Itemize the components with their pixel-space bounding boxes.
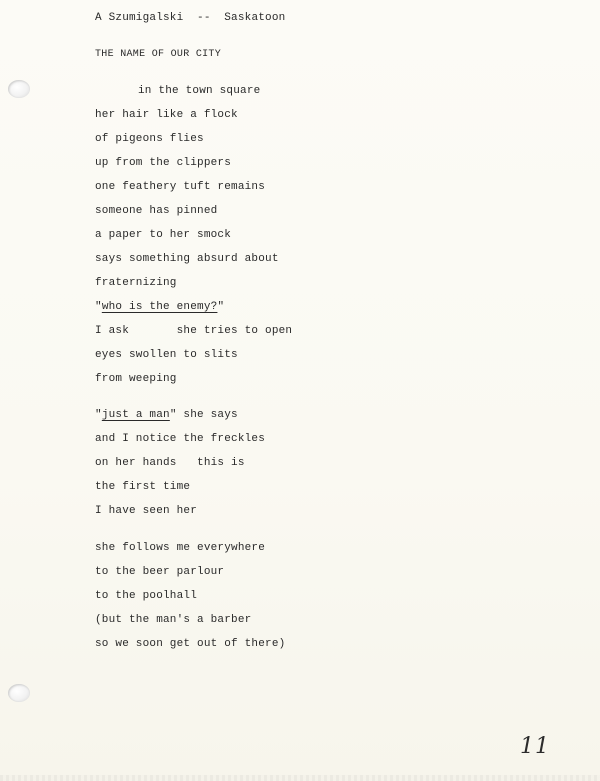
poem-line: one feathery tuft remains	[95, 181, 266, 193]
header-separator: --	[197, 12, 211, 24]
poem-line: fraternizing	[95, 277, 177, 289]
poem-line: up from the clippers	[95, 157, 232, 169]
page-bottom-edge	[0, 775, 600, 781]
underlined-phrase-enemy: who is the enemy?	[101, 301, 218, 313]
poem-line: to the beer parlour	[95, 566, 225, 578]
poem-line: from weeping	[95, 373, 177, 385]
poem-line: says something absurd about	[95, 253, 279, 265]
header-line	[95, 13, 285, 24]
punch-hole-top	[8, 80, 30, 98]
poem-title: THE NAME OF OUR CITY	[95, 49, 222, 60]
poem-line: the first time	[95, 481, 191, 493]
poem-line: so we soon get out of there)	[95, 638, 286, 650]
poem-line: eyes swollen to slits	[95, 349, 238, 361]
poem-line: her hair like a flock	[95, 109, 238, 121]
poem-line: of pigeons flies	[95, 133, 204, 145]
poem-line: I ask she tries to open	[95, 325, 293, 337]
page-number: 11	[520, 734, 550, 759]
poem-line: on her hands this is	[95, 457, 245, 469]
poem-line: (but the man's a barber	[95, 614, 252, 626]
poem-line: in the town square	[138, 85, 261, 97]
underlined-phrase-just-a-man: just a man	[101, 409, 170, 421]
poem-line: and I notice the freckles	[95, 433, 266, 445]
poem-line: a paper to her smock	[95, 229, 232, 241]
header-city: Saskatoon	[224, 12, 286, 24]
poem-line: to the poolhall	[95, 590, 198, 602]
author-name: A Szumigalski	[95, 12, 184, 24]
poem-line-underlined: "who is the enemy?"	[95, 301, 225, 313]
poem-line: I have seen her	[95, 505, 198, 517]
poem-line: someone has pinned	[95, 205, 218, 217]
poem-line: she follows me everywhere	[95, 542, 266, 554]
punch-hole-bottom	[8, 684, 30, 702]
poem-line-underlined: "just a man" she says	[95, 409, 238, 421]
